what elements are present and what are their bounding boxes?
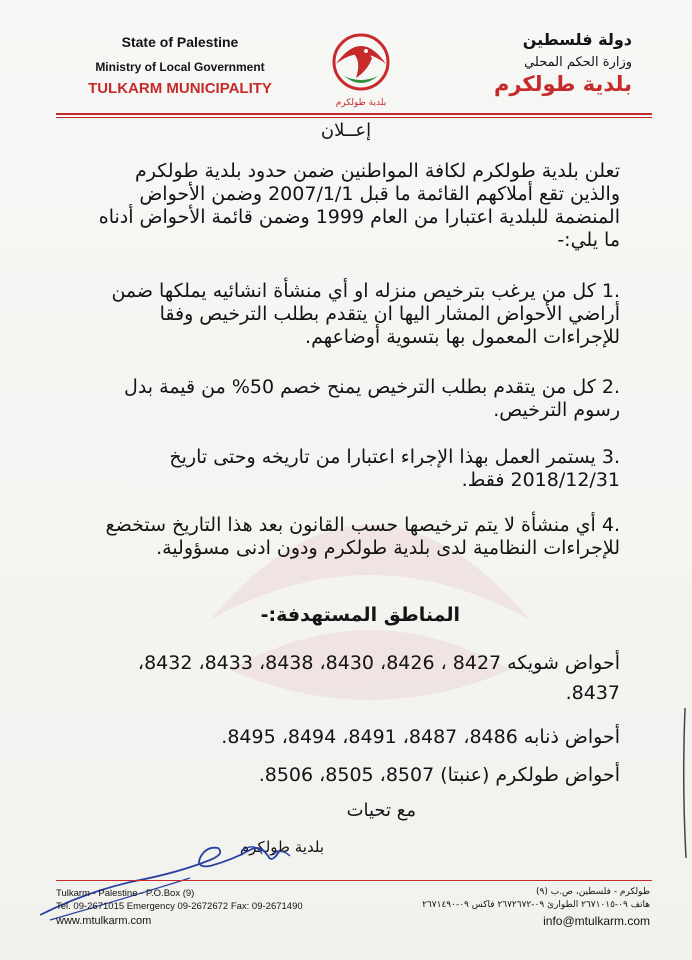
- state-name-en: State of Palestine: [121, 34, 239, 50]
- footer-email[interactable]: info@mtulkarm.com: [543, 914, 650, 928]
- municipality-name-en: TULKARM MUNICIPALITY: [88, 80, 272, 97]
- footer-arabic: [370, 886, 650, 928]
- logo-caption: بلدية طولكرم: [335, 98, 387, 108]
- signature-label: بلدية طولكرم: [239, 838, 324, 856]
- target-area-shweikeh: أحواض شويكه 8427 ، 8426، 8430، 8438، 8433، 8432، 8437.: [137, 652, 620, 704]
- announcement-intro: تعلن بلدية طولكرم لكافة المواطنين ضمن حدود بلدية طولكرم والذين تقع أملاكهم القائمة ما قبل 2007/1/1 وضمن الأحواض المنضمة للبلدية اعتبارا من العام 1999 وضمن قائمة الأحواض أدناه ما يلي:-: [98, 160, 620, 251]
- announcement-item-1: .1 كل من يرغب بترخيص منزله او أي منشأة انشائيه يملكها ضمن أراضي الأحواض المشار اليها ان يتقدم بطلب الترخيص وفقا للإجراءات المعمول بها بتسوية أوضاعهم.: [111, 280, 620, 348]
- footer-address-en: Tulkarm - Palestine - P.O.Box (9): [56, 888, 195, 899]
- footer-phones-en: Tel. 09-2671015 Emergency 09-2672672 Fax: 09-2671490: [56, 901, 303, 912]
- footer-divider: [56, 880, 652, 881]
- target-area-thinnabeh: أحواض ذنابه 8486، 8487، 8491، 8494، 8495.: [221, 726, 620, 748]
- ministry-name-ar: وزارة الحكم المحلي: [524, 55, 632, 70]
- target-areas-heading: المناطق المستهدفة:-: [260, 604, 460, 626]
- footer-address-ar: طولكرم - فلسطين، ص.ب (٩): [535, 887, 650, 897]
- closing-regards: مع تحيات: [346, 800, 416, 821]
- municipality-name-ar: بلدية طولكرم: [493, 72, 632, 96]
- ministry-name-en: Ministry of Local Government: [95, 60, 265, 74]
- footer-phones-ar: هاتف ٠٩-٢٦٧١٠١٥ الطوارئ ٠٩-٢٦٧٢٦٧٢ فاكس ٠٩-٢٦٧١٤٩٠: [422, 900, 650, 910]
- header-divider: [56, 113, 652, 115]
- footer-website[interactable]: www.mtulkarm.com: [56, 915, 152, 927]
- state-name-ar: دولة فلسطين: [522, 30, 632, 49]
- header-english: [70, 34, 290, 97]
- municipality-logo: [322, 30, 400, 110]
- page-edge-mark: [680, 708, 688, 858]
- announcement-item-4: .4 أي منشأة لا يتم ترخيصها حسب القانون بعد هذا التاريخ ستخضع للإجراءات النظامية لدى بلدية طولكرم ودون ادنى مسؤولية.: [105, 514, 620, 559]
- header-arabic: [442, 30, 632, 96]
- target-area-tulkarm: أحواض طولكرم (عنبتا) 8507، 8505، 8506.: [258, 764, 620, 786]
- footer-english: [56, 887, 303, 928]
- announcement-item-3: .3 يستمر العمل بهذا الإجراء اعتبارا من تاريخه وحتى تاريخ 2018/12/31 فقط.: [169, 446, 620, 491]
- announcement-item-2: .2 كل من يتقدم بطلب الترخيص يمنح خصم 50% من قيمة بدل رسوم الترخيص.: [124, 376, 620, 421]
- header-divider-thin: [56, 117, 652, 118]
- announcement-title: إعــلان: [320, 120, 372, 141]
